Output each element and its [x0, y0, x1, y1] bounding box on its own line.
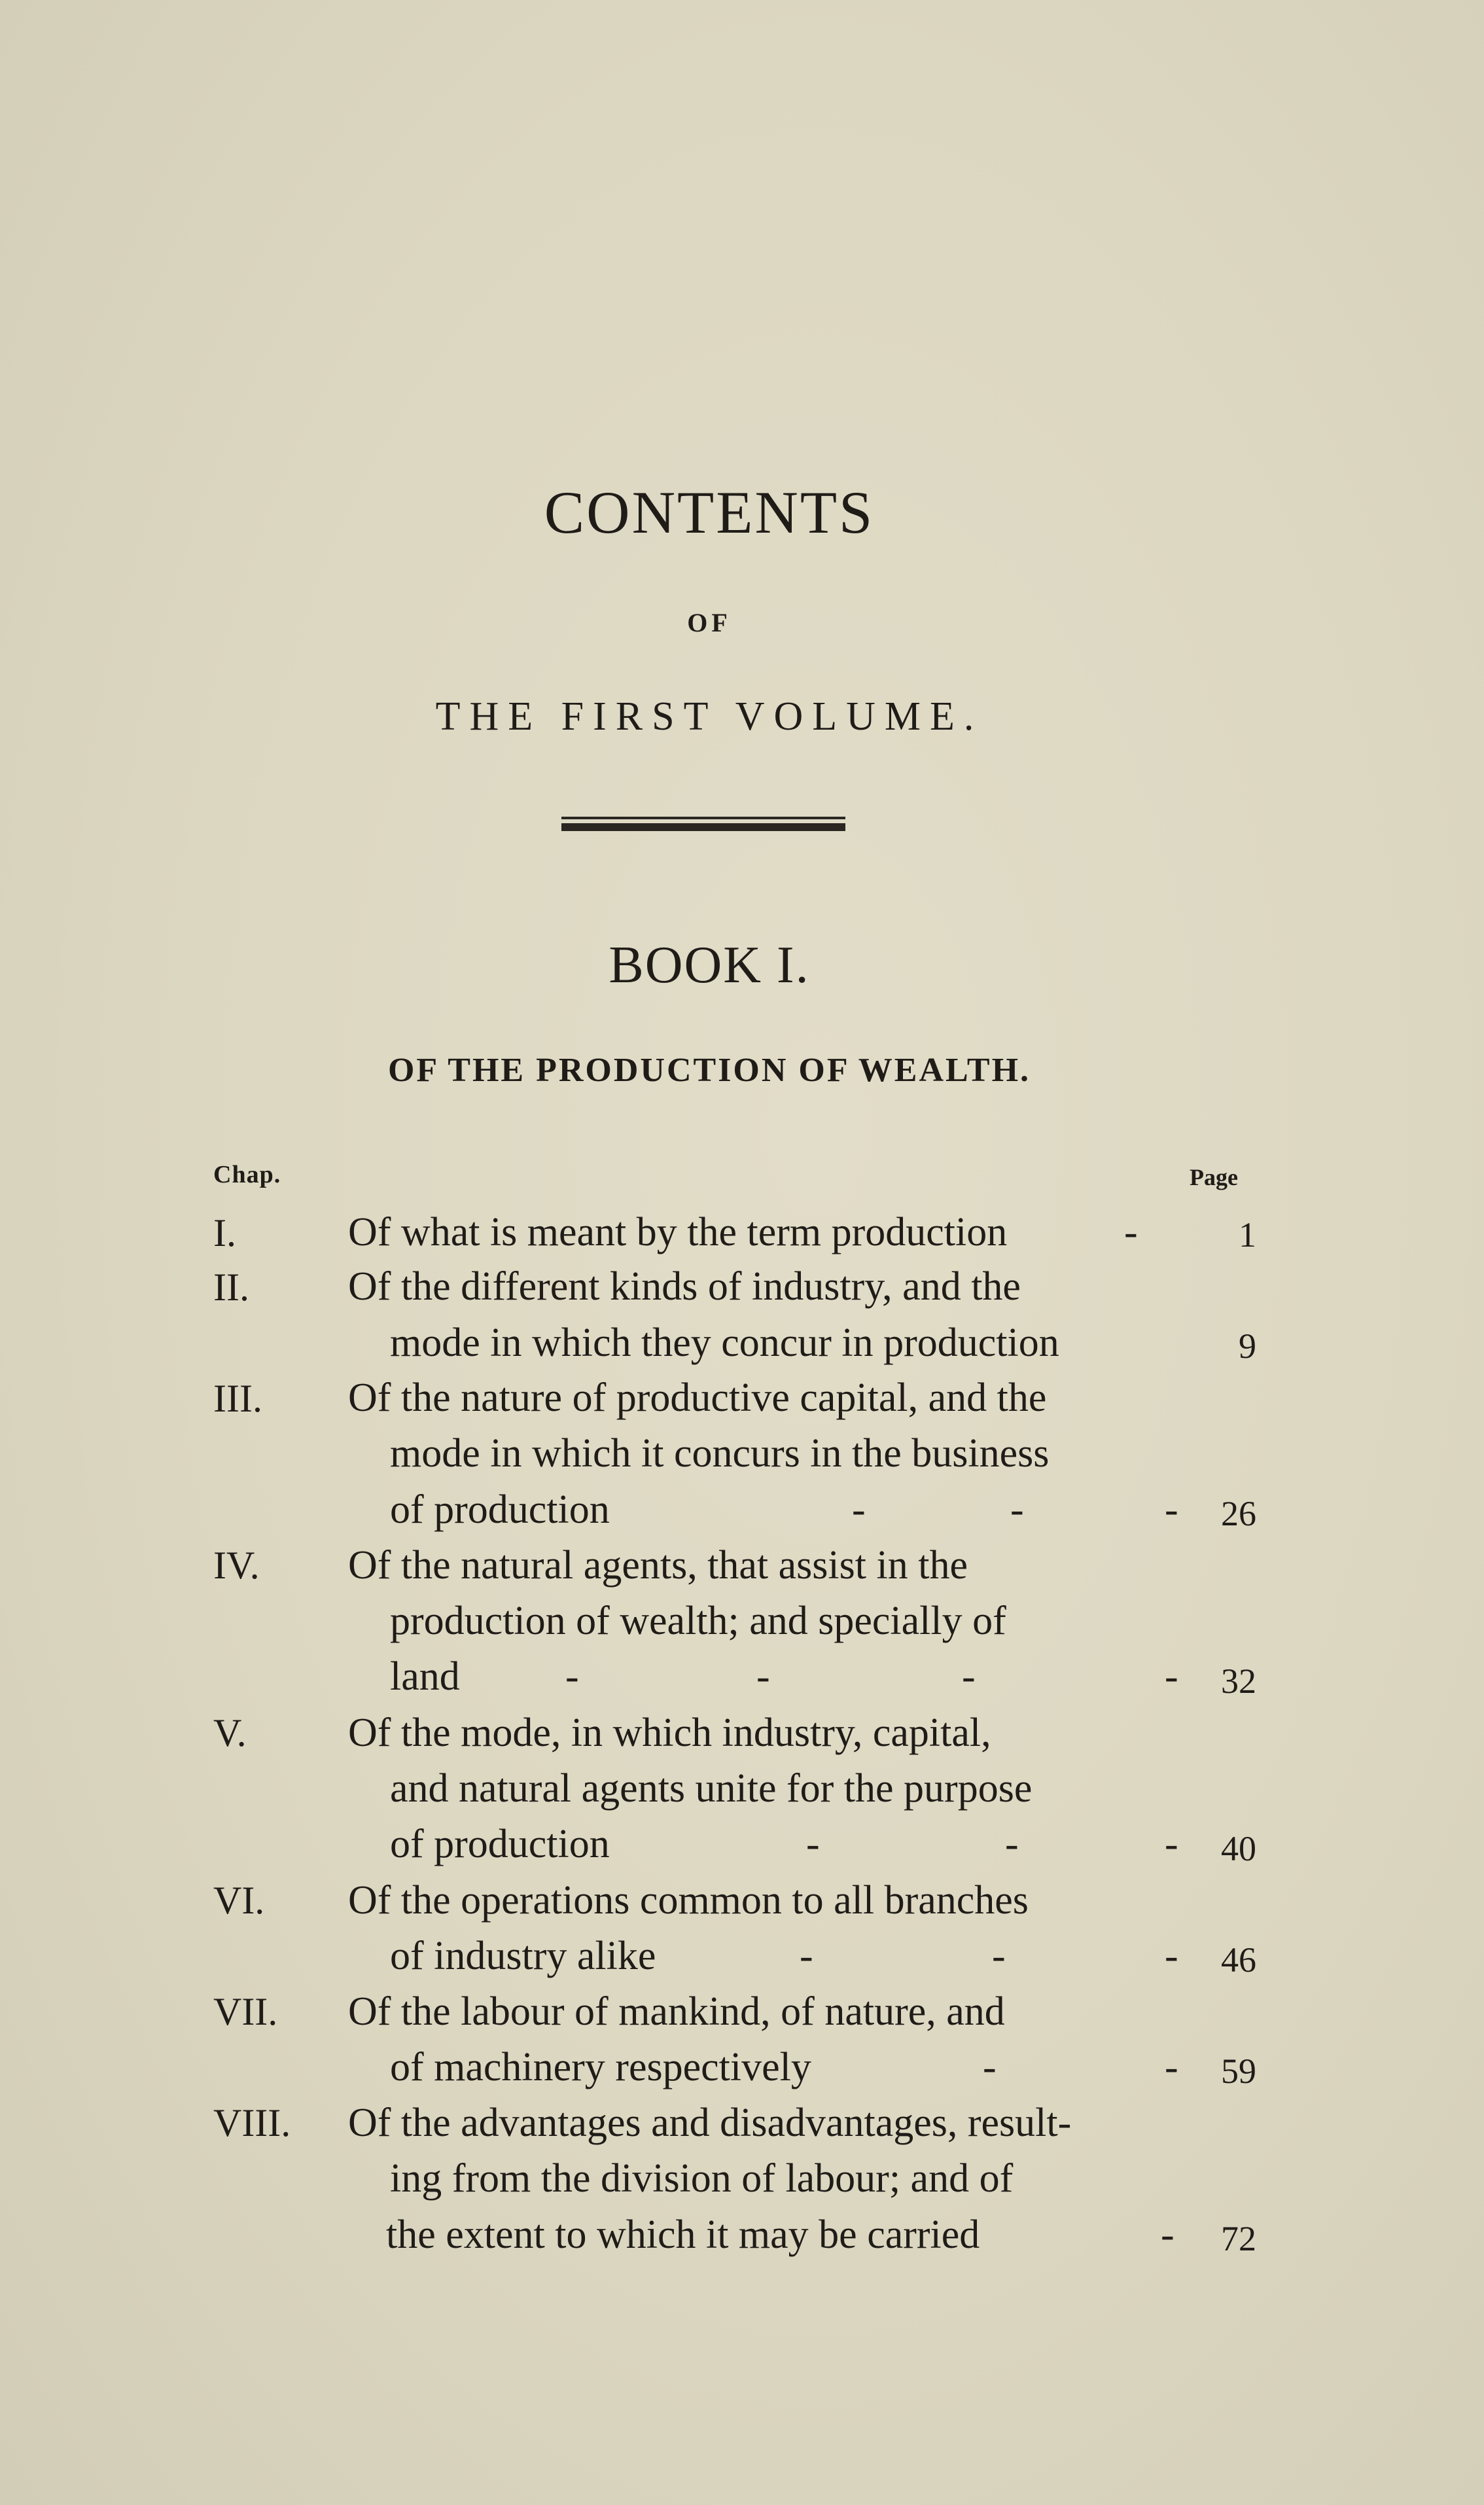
- chapter-line: Of the nature of productive capital, and the: [348, 1376, 1047, 1420]
- chapter-number: VII.: [213, 1990, 278, 2033]
- chapter-line: Of the labour of mankind, of nature, and: [348, 1989, 1005, 2034]
- chapter-number: VIII.: [213, 2101, 291, 2144]
- leader-dash: -: [1161, 2212, 1175, 2257]
- leader-dash: -: [565, 1654, 579, 1699]
- chapter-line: of industry alike: [390, 1934, 656, 1978]
- chapter-line: mode in which they concur in production: [390, 1321, 1059, 1365]
- chapter-line: production of wealth; and specially of: [390, 1599, 1006, 1643]
- title-of: OF: [687, 608, 732, 637]
- page-number: 40: [1221, 1829, 1256, 1868]
- leader-dash: -: [992, 1934, 1006, 1978]
- page-number: 26: [1221, 1494, 1256, 1533]
- page-column-label: Page: [1190, 1164, 1238, 1190]
- chapter-line: of machinery respectively: [390, 2045, 811, 2089]
- chapter-line: land: [390, 1654, 460, 1699]
- leader-dash: -: [1124, 1210, 1138, 1254]
- chapter-line: ing from the division of labour; and of: [390, 2156, 1014, 2201]
- page-number: 32: [1221, 1661, 1256, 1701]
- chapter-number: III.: [213, 1377, 262, 1420]
- chapter-number: II.: [213, 1266, 249, 1309]
- page-number: 9: [1239, 1326, 1256, 1366]
- leader-dash: -: [983, 2045, 997, 2089]
- page-number: 46: [1221, 1940, 1256, 1980]
- chapter-line: Of the advantages and disadvantages, result-: [348, 2101, 1072, 2145]
- volume-heading: THE FIRST VOLUME.: [435, 694, 983, 739]
- page-number: 72: [1221, 2219, 1256, 2258]
- chapter-line: Of the mode, in which industry, capital,: [348, 1711, 991, 1755]
- chapter-line: of production: [390, 1487, 610, 1532]
- leader-dash: -: [1010, 1487, 1024, 1532]
- book-subtitle: OF THE PRODUCTION OF WEALTH.: [387, 1052, 1031, 1089]
- chapter-number: VI.: [213, 1879, 265, 1922]
- chapter-line: mode in which it concurs in the business: [390, 1431, 1050, 1476]
- leader-dash: -: [800, 1934, 813, 1978]
- chapter-line: of production: [390, 1822, 610, 1866]
- chapter-line: Of what is meant by the term production: [348, 1210, 1008, 1254]
- page-number: 1: [1239, 1215, 1256, 1254]
- chapter-line: Of the operations common to all branches: [348, 1878, 1029, 1923]
- leader-dash: -: [1165, 2045, 1178, 2089]
- chapter-line: and natural agents unite for the purpose: [390, 1766, 1033, 1811]
- leader-dash: -: [1005, 1822, 1019, 1866]
- page-number: 59: [1221, 2052, 1256, 2091]
- chapter-number: IV.: [213, 1544, 260, 1587]
- chapter-number: I.: [213, 1211, 236, 1254]
- leader-dash: -: [806, 1822, 820, 1866]
- divider-thin: [561, 817, 845, 819]
- leader-dash: -: [1165, 1654, 1178, 1699]
- page-title: CONTENTS: [544, 479, 875, 546]
- book-heading: BOOK I.: [609, 936, 810, 994]
- chapter-line: Of the natural agents, that assist in the: [348, 1543, 968, 1588]
- leader-dash: -: [1165, 1934, 1178, 1978]
- chap-column-label: Chap.: [213, 1161, 281, 1188]
- chapter-line: the extent to which it may be carried: [386, 2212, 980, 2257]
- leader-dash: -: [756, 1654, 770, 1699]
- leader-dash: -: [962, 1654, 976, 1699]
- divider-thick: [561, 823, 845, 831]
- leader-dash: -: [1165, 1822, 1178, 1866]
- chapter-number: V.: [213, 1711, 247, 1754]
- chapter-line: Of the different kinds of industry, and the: [348, 1264, 1021, 1309]
- leader-dash: -: [852, 1487, 866, 1532]
- leader-dash: -: [1165, 1487, 1178, 1532]
